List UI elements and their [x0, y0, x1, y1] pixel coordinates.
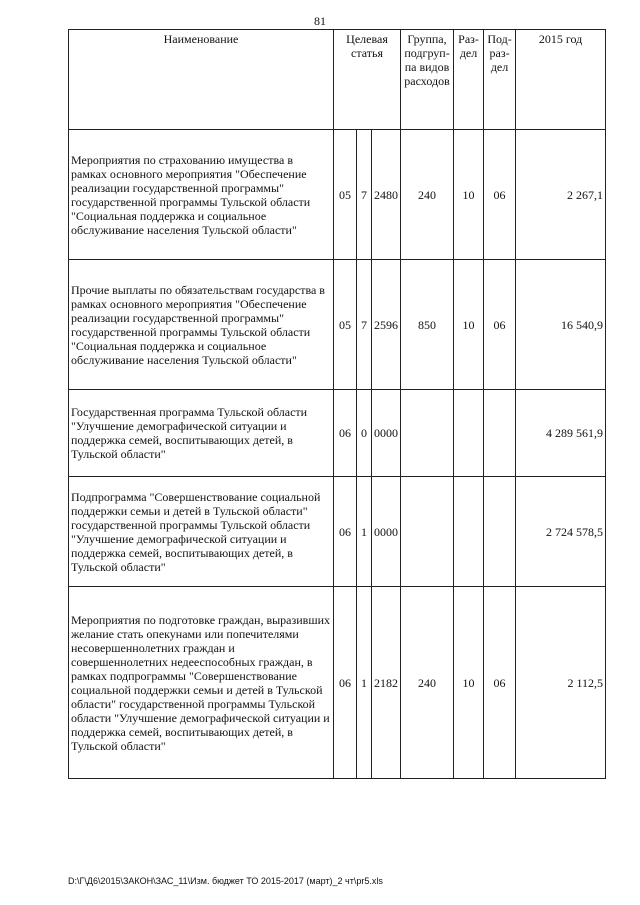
target-code-1: 06	[334, 390, 357, 477]
section-code: 10	[454, 130, 484, 260]
subsection-code	[484, 390, 516, 477]
target-code-3: 2182	[372, 587, 401, 779]
target-code-2: 1	[357, 587, 372, 779]
header-year: 2015 год	[516, 30, 606, 130]
target-code-1: 06	[334, 477, 357, 587]
target-code-2: 7	[357, 130, 372, 260]
table-row	[69, 390, 606, 477]
row-name: Мероприятия по подготовке граждан, выразивших желание стать опекунами или попечителями несовершеннолетних граждан и совершеннолетних недееспособных граждан, в рамках подпрограммы "Совершенствование социальной поддержки семьи и детей в Тульской области" государственной программы Тульской области "Улучшение демографической ситуации и поддержка семей, воспитывающих детей, в Тульской области"	[69, 587, 334, 779]
amount-2015: 2 267,1	[516, 130, 606, 260]
group-code: 240	[401, 130, 454, 260]
group-code	[401, 477, 454, 587]
budget-table	[68, 29, 606, 779]
subsection-code: 06	[484, 587, 516, 779]
target-code-2: 0	[357, 390, 372, 477]
table-row	[69, 130, 606, 260]
target-code-1: 06	[334, 587, 357, 779]
row-name: Мероприятия по страхованию имущества в рамках основного мероприятия "Обеспечение реализации государственной программы" государственной программы Тульской области "Социальная поддержка и социальное обслуживание населения Тульской области"	[69, 130, 334, 260]
section-code	[454, 390, 484, 477]
row-name: Подпрограмма "Совершенствование социальной поддержки семьи и детей в Тульской области" государственной программы Тульской области "Улучшение демографической ситуации и поддержка семей, воспитывающих детей, в Тульской области"	[69, 477, 334, 587]
table-row	[69, 260, 606, 390]
file-path-footer: D:\Г\Д6\2015\ЗАКОН\ЗАС_11\Изм. бюджет ТО 2015-2017 (март)_2 чт\pr5.xls	[68, 876, 383, 886]
header-name: Наименование	[69, 30, 334, 130]
amount-2015: 2 112,5	[516, 587, 606, 779]
target-code-2: 7	[357, 260, 372, 390]
header-group: Группа, подгруп-па видов расходов	[401, 30, 454, 130]
target-code-3: 0000	[372, 390, 401, 477]
subsection-code	[484, 477, 516, 587]
target-code-3: 2596	[372, 260, 401, 390]
target-code-1: 05	[334, 260, 357, 390]
subsection-code: 06	[484, 130, 516, 260]
target-code-1: 05	[334, 130, 357, 260]
section-code	[454, 477, 484, 587]
header-target: Целевая статья	[334, 30, 401, 130]
page-number: 81	[314, 14, 326, 28]
table-row	[69, 477, 606, 587]
table-row	[69, 587, 606, 779]
row-name: Государственная программа Тульской области "Улучшение демографической ситуации и поддержка семей, воспитывающих детей, в Тульской области"	[69, 390, 334, 477]
subsection-code: 06	[484, 260, 516, 390]
target-code-3: 2480	[372, 130, 401, 260]
amount-2015: 4 289 561,9	[516, 390, 606, 477]
header-section: Раз-дел	[454, 30, 484, 130]
group-code: 850	[401, 260, 454, 390]
group-code: 240	[401, 587, 454, 779]
section-code: 10	[454, 260, 484, 390]
header-row	[69, 30, 606, 130]
header-subsection: Под-раз-дел	[484, 30, 516, 130]
row-name: Прочие выплаты по обязательствам государства в рамках основного мероприятия "Обеспечение реализации государственной программы" государственной программы Тульской области "Социальная поддержка и социальное обслуживание населения Тульской области"	[69, 260, 334, 390]
target-code-2: 1	[357, 477, 372, 587]
amount-2015: 2 724 578,5	[516, 477, 606, 587]
target-code-3: 0000	[372, 477, 401, 587]
amount-2015: 16 540,9	[516, 260, 606, 390]
group-code	[401, 390, 454, 477]
section-code: 10	[454, 587, 484, 779]
